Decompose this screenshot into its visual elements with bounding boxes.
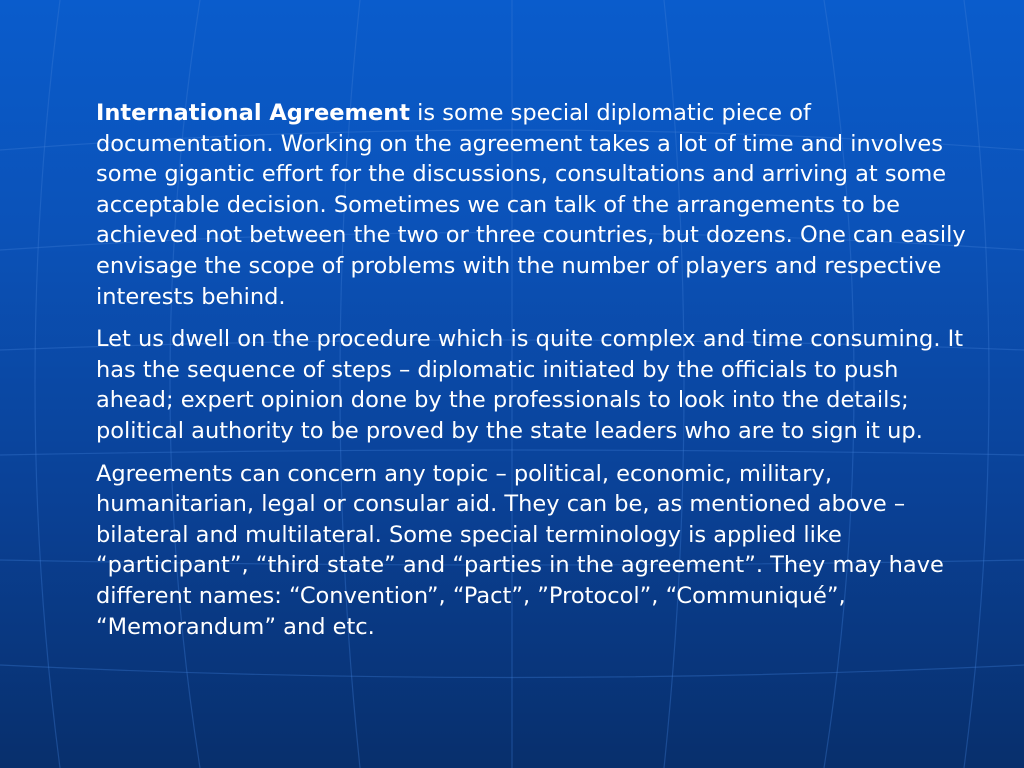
paragraph-definition xyxy=(96,98,976,312)
slide-body xyxy=(96,98,976,654)
paragraph-procedure: Let us dwell on the procedure which is quite complex and time consuming. It has the sequence of steps – diplomatic initiated by the officials to push ahead; expert opinion done by the professionals to look into the details; political authority to be proved by the state leaders who are to sign it up. xyxy=(96,326,964,444)
paragraph-definition-text: is some special diplomatic piece of documentation. Working on the agreement takes a lot of time and involves some gigantic effort for the discussions, consultations and arriving at some acceptable decision. Sometimes we can talk of the arrangements to be achieved not between the two or three countries, but dozens. One can easily envisage the scope of problems with the number of players and respective interests behind. xyxy=(96,100,966,310)
paragraph-topics: Agreements can concern any topic – political, economic, military, humanitarian, legal or consular aid. They can be, as mentioned above – bilateral and multilateral. Some special terminology is applied like “participant”, “third state” and “parties in the agreement”. They may have different names: “Convention”, “Pact”, ”Protocol”, “Communiqué”, “Memorandum” and etc. xyxy=(96,460,944,640)
term-international-agreement: International Agreement xyxy=(96,100,410,126)
